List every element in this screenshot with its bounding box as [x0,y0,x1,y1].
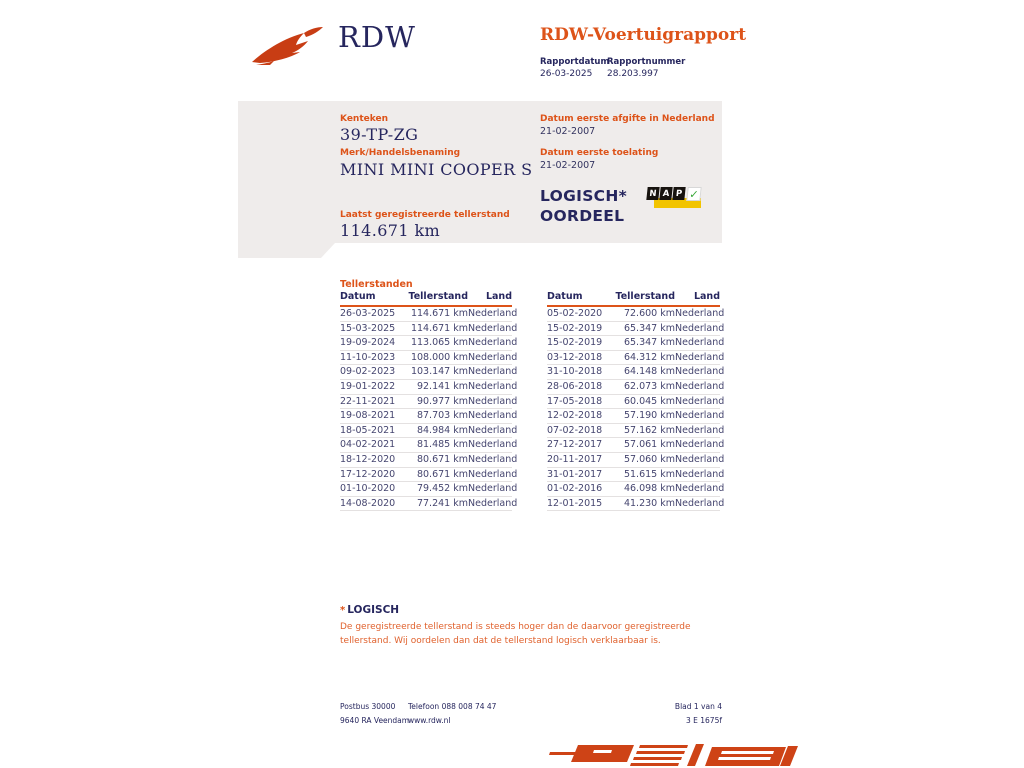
col-header-tellerstand: Tellerstand [408,291,468,302]
cell-land: Nederland [675,410,725,422]
cell-datum: 01-02-2016 [547,483,603,495]
table-header-row [340,291,512,307]
table-row [340,468,518,483]
cell-land: Nederland [675,453,725,465]
tellerstanden-heading: Tellerstanden [340,279,413,290]
cell-land: Nederland [468,351,518,363]
table-row [547,482,725,497]
cell-tellerstand: 51.615 km [623,468,675,480]
eerste-afgifte-label: Datum eerste afgifte in Nederland [540,114,715,124]
cell-datum: 12-02-2018 [547,410,603,422]
table-row [547,438,725,453]
table-body [340,307,518,511]
col-header-datum: Datum [340,291,376,302]
col-header-land: Land [693,291,720,302]
table-row [340,380,518,395]
footer-contact [408,700,496,728]
cell-land: Nederland [468,439,518,451]
table-row [340,409,518,424]
cell-land: Nederland [468,308,518,319]
table-row [547,453,725,468]
report-date-value: 26-03-2025 [540,69,593,79]
cell-land: Nederland [468,497,518,509]
cell-datum: 18-12-2020 [340,453,396,465]
footnote-asterisk: * [340,605,346,616]
cell-land: Nederland [468,483,518,495]
cell-datum: 19-09-2024 [340,337,396,349]
cell-datum: 27-12-2017 [547,439,603,451]
table-row [547,409,725,424]
cell-datum: 15-03-2025 [340,322,396,334]
col-header-tellerstand: Tellerstand [615,291,675,302]
footer-page-number: Blad 1 van 4 [674,702,722,711]
table-row [547,468,725,483]
kenteken-value: 39-TP-ZG [340,125,419,144]
kenteken-label: Kenteken [340,114,388,124]
cell-tellerstand: 87.703 km [416,410,468,422]
tellerstanden-table-left [340,291,518,511]
table-row [340,424,518,439]
cell-tellerstand: 108.000 km [410,351,468,363]
cell-tellerstand: 65.347 km [623,337,675,349]
cell-tellerstand: 80.671 km [416,453,468,465]
cell-tellerstand: 81.485 km [416,439,468,451]
report-number-value: 28.203.997 [607,69,659,79]
cell-datum: 17-12-2020 [340,468,396,480]
cell-land: Nederland [675,351,725,363]
cell-tellerstand: 103.147 km [410,366,468,378]
oordeel-line2: OORDEEL [540,207,625,225]
footer-form-code: 3 E 1675f [685,716,722,725]
cell-tellerstand: 80.671 km [416,468,468,480]
footer-address-line2: 9640 RA Veendam [340,716,410,725]
cell-datum: 26-03-2025 [340,308,396,319]
cell-datum: 04-02-2021 [340,439,396,451]
nap-letter-p: P [672,187,685,200]
table-row [547,497,725,512]
table-row [340,453,518,468]
table-row [340,497,518,512]
eerste-toelating-value: 21-02-2007 [540,160,596,171]
table-row [547,424,725,439]
merk-value: MINI MINI COOPER S [340,160,533,179]
cell-land: Nederland [468,453,518,465]
table-row [340,336,518,351]
cell-datum: 12-01-2015 [547,497,603,509]
report-date-label: Rapportdatum [540,57,610,67]
table-row [547,351,725,366]
cell-land: Nederland [468,322,518,334]
cell-tellerstand: 79.452 km [416,483,468,495]
cell-datum: 05-02-2020 [547,308,603,319]
rdw-feather-logo-icon [250,24,332,68]
tellerstand-value: 114.671 km [340,221,441,240]
table-row [547,336,725,351]
cell-land: Nederland [675,308,725,319]
cell-datum: 31-10-2018 [547,366,603,378]
table-row [547,307,725,322]
cell-tellerstand: 90.977 km [416,395,468,407]
report-number-label: Rapportnummer [607,57,686,67]
oordeel-line1: LOGISCH* [540,187,628,205]
cell-land: Nederland [468,380,518,392]
cell-datum: 14-08-2020 [340,497,396,509]
cell-datum: 07-02-2018 [547,424,603,436]
cell-land: Nederland [675,424,725,436]
cell-datum: 19-08-2021 [340,410,396,422]
cell-tellerstand: 64.148 km [623,366,675,378]
cell-datum: 11-10-2023 [340,351,396,363]
cell-datum: 15-02-2019 [547,337,603,349]
cell-tellerstand: 65.347 km [623,322,675,334]
footer-address-line1: Postbus 30000 [340,702,396,711]
cell-land: Nederland [468,410,518,422]
eerste-toelating-label: Datum eerste toelating [540,148,659,158]
table-row [340,365,518,380]
rdw-logo-text: RDW [338,20,416,54]
footnote-title [340,604,399,616]
cell-land: Nederland [675,483,725,495]
cell-land: Nederland [675,395,725,407]
cell-land: Nederland [468,395,518,407]
footer-phone: Telefoon 088 008 74 47 [408,702,497,711]
cell-land: Nederland [468,337,518,349]
cell-tellerstand: 114.671 km [410,308,468,319]
cell-tellerstand: 57.060 km [623,453,675,465]
cell-tellerstand: 92.141 km [416,380,468,392]
cell-land: Nederland [675,337,725,349]
table-row [340,482,518,497]
cell-land: Nederland [675,497,725,509]
merk-label: Merk/Handelsbenaming [340,148,461,158]
table-row [340,322,518,337]
cell-tellerstand: 60.045 km [623,395,675,407]
cell-land: Nederland [675,380,725,392]
cell-datum: 03-12-2018 [547,351,603,363]
cell-land: Nederland [675,468,725,480]
eerste-afgifte-value: 21-02-2007 [540,126,596,137]
cell-datum: 15-02-2019 [547,322,603,334]
table-row [340,438,518,453]
cell-tellerstand: 72.600 km [623,308,675,319]
cell-datum: 22-11-2021 [340,395,396,407]
cell-datum: 09-02-2023 [340,366,396,378]
footnote-text: De geregistreerde tellerstand is steeds hoger dan de daarvoor geregistreerde tellerstand. Wij oordelen dan dat de tellerstand logisch verklaarbaar is. [340,622,691,646]
cell-land: Nederland [675,439,725,451]
cell-datum: 19-01-2022 [340,380,396,392]
vehicle-summary-panel-tab [238,243,335,258]
cell-land: Nederland [468,424,518,436]
table-row [340,395,518,410]
table-row [547,380,725,395]
cell-datum: 31-01-2017 [547,468,603,480]
nap-letter-n: N [646,187,659,200]
cell-datum: 20-11-2017 [547,453,603,465]
nap-check-icon: ✓ [686,187,701,201]
nap-letter-a: A [659,187,672,200]
nap-logo [647,187,705,211]
cell-land: Nederland [468,468,518,480]
cell-tellerstand: 113.065 km [410,337,468,349]
table-body [547,307,725,511]
table-row [547,365,725,380]
table-header-row [547,291,720,307]
oordeel-text [540,186,627,226]
cell-tellerstand: 77.241 km [416,497,468,509]
cell-tellerstand: 57.190 km [623,410,675,422]
cell-tellerstand: 57.061 km [623,439,675,451]
footer-address [340,700,409,728]
cell-tellerstand: 41.230 km [623,497,675,509]
cell-tellerstand: 62.073 km [623,380,675,392]
cell-land: Nederland [675,366,725,378]
cell-tellerstand: 114.671 km [410,322,468,334]
footer-website-link[interactable]: www.rdw.nl [408,716,451,725]
table-row [547,395,725,410]
cell-datum: 17-05-2018 [547,395,603,407]
cell-tellerstand: 46.098 km [623,483,675,495]
footnote-title-text: LOGISCH [347,604,400,616]
rdw-stripes-decoration-icon [536,741,802,768]
tellerstand-label: Laatst geregistreerde tellerstand [340,210,510,220]
cell-tellerstand: 84.984 km [416,424,468,436]
cell-datum: 18-05-2021 [340,424,396,436]
page-title: RDW-Voertuigrapport [540,25,747,45]
table-row [340,351,518,366]
col-header-land: Land [485,291,512,302]
cell-land: Nederland [468,366,518,378]
cell-tellerstand: 64.312 km [623,351,675,363]
tellerstanden-table-right [547,291,725,511]
cell-datum: 28-06-2018 [547,380,603,392]
table-row [547,322,725,337]
footer-page-info [602,700,722,728]
cell-tellerstand: 57.162 km [623,424,675,436]
cell-datum: 01-10-2020 [340,483,396,495]
cell-land: Nederland [675,322,725,334]
table-row [340,307,518,322]
col-header-datum: Datum [547,291,583,302]
